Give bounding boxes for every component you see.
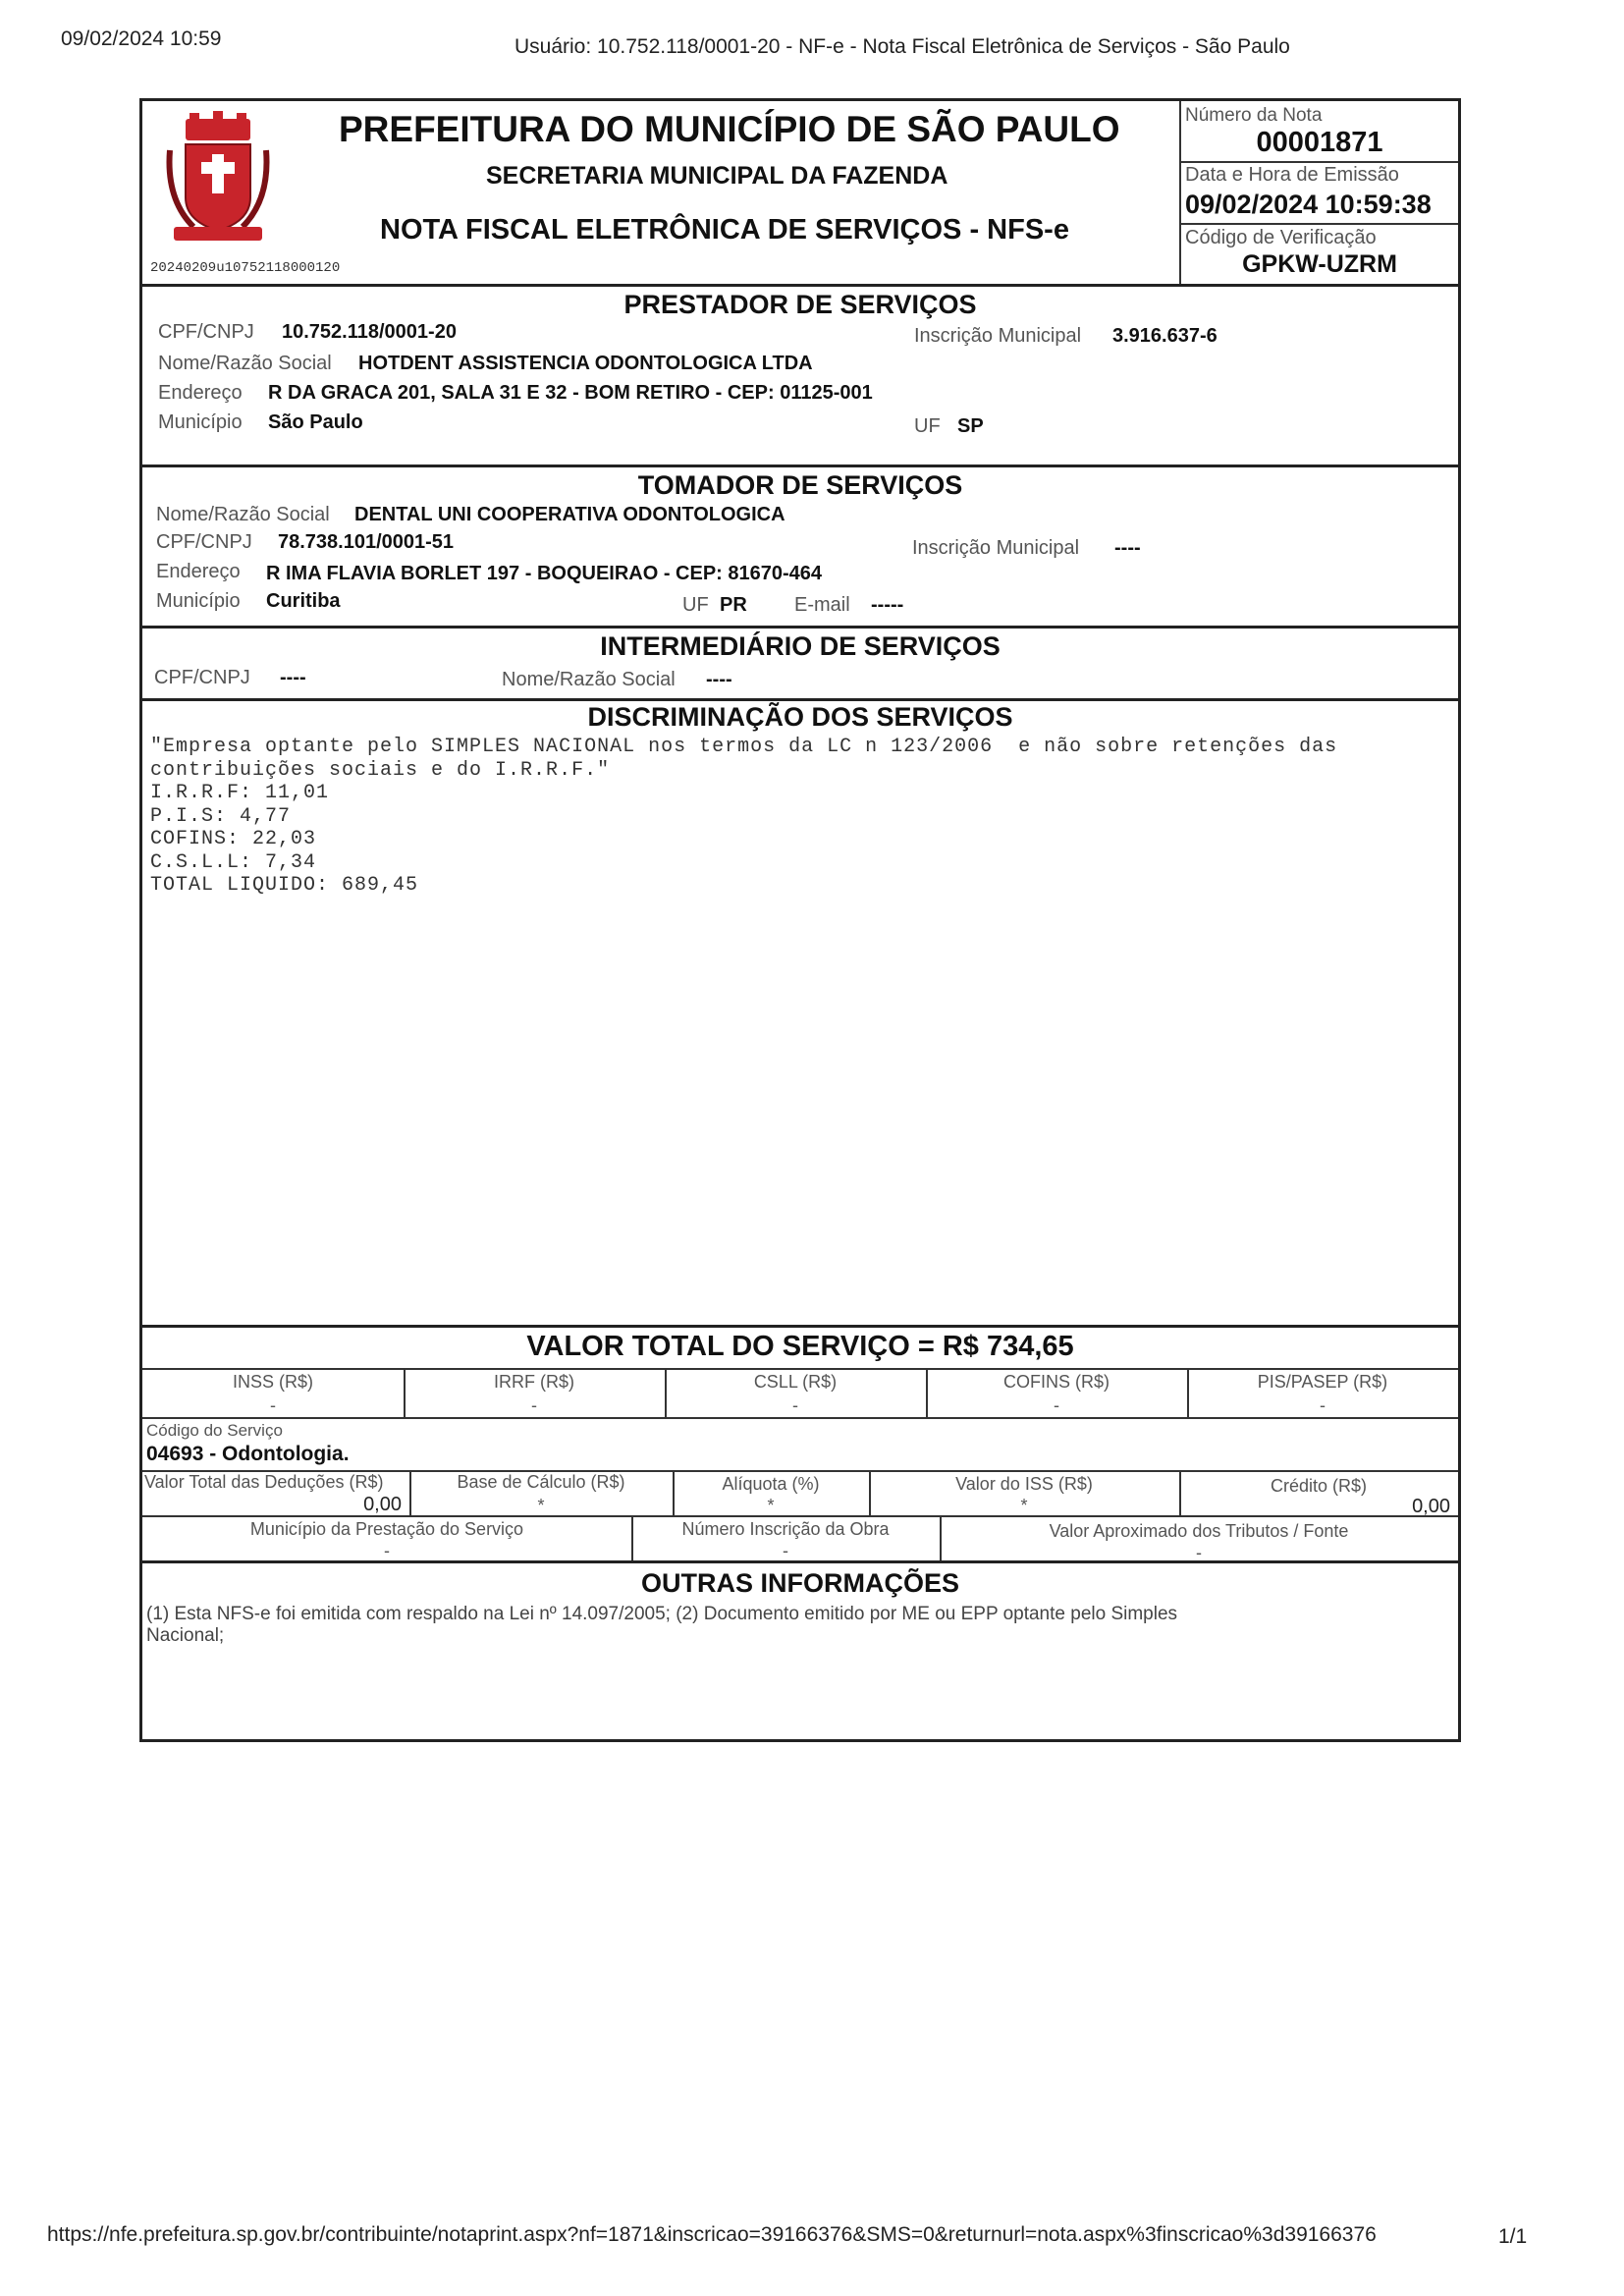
- footer-pages: 1/1: [1498, 2225, 1528, 2248]
- codigo-servico-label: Código do Serviço: [146, 1421, 283, 1440]
- prestador-endereco-value: R DA GRACA 201, SALA 31 E 32 - BOM RETIRO - CEP: 01125-001: [268, 382, 873, 404]
- codigo-servico-value: 04693 - Odontologia.: [146, 1443, 350, 1465]
- tributo-inss-value: -: [270, 1395, 276, 1415]
- prestador-endereco-label: Endereço: [158, 382, 243, 404]
- verificacao-value: GPKW-UZRM: [1242, 250, 1397, 278]
- credito-label: Crédito (R$): [1270, 1476, 1368, 1496]
- tomador-endereco-value: R IMA FLAVIA BORLET 197 - BOQUEIRAO - CEP: 81670-464: [266, 563, 823, 584]
- tributo-cofins-label: COFINS (R$): [1003, 1372, 1110, 1392]
- municipality-title: PREFEITURA DO MUNICÍPIO DE SÃO PAULO: [339, 109, 1120, 149]
- secretariat-title: SECRETARIA MUNICIPAL DA FAZENDA: [486, 162, 948, 190]
- intermediario-cnpj-label: CPF/CNPJ: [154, 667, 250, 688]
- tributo-inss-label: INSS (R$): [232, 1372, 313, 1392]
- tributo-pis-value: -: [1320, 1395, 1326, 1415]
- discriminacao-line: I.R.R.F: 11,01: [150, 782, 330, 804]
- doc-type-title: NOTA FISCAL ELETRÔNICA DE SERVIÇOS - NFS-e: [380, 214, 1069, 246]
- outras-line-2: Nacional;: [146, 1625, 225, 1646]
- intermediario-title: INTERMEDIÁRIO DE SERVIÇOS: [600, 631, 1001, 661]
- verificacao-label: Código de Verificação: [1185, 227, 1377, 248]
- tributo-cofins-value: -: [1054, 1395, 1059, 1415]
- prestador-title: PRESTADOR DE SERVIÇOS: [623, 290, 977, 319]
- tomador-email-value: -----: [871, 594, 904, 616]
- prestador-uf-label: UF: [914, 415, 941, 437]
- print-title: Usuário: 10.752.118/0001-20 - NF-e - Nota Fiscal Eletrônica de Serviços - São Paulo: [514, 35, 1290, 58]
- aliquota-value: *: [767, 1496, 775, 1515]
- prestador-im-value: 3.916.637-6: [1112, 325, 1218, 347]
- intermediario-nome-label: Nome/Razão Social: [502, 669, 676, 690]
- tomador-cnpj-label: CPF/CNPJ: [156, 531, 252, 553]
- deducoes-value: 0,00: [363, 1494, 402, 1515]
- credito-value: 0,00: [1412, 1496, 1450, 1517]
- tributos-aprox-value: -: [1196, 1543, 1202, 1562]
- tributo-csll-value: -: [792, 1395, 798, 1415]
- tomador-uf-label: UF: [682, 594, 709, 616]
- print-datetime: 09/02/2024 10:59: [61, 27, 222, 50]
- discriminacao-line: "Empresa optante pelo SIMPLES NACIONAL nos termos da LC n 123/2006 e não sobre retenções das: [150, 736, 1338, 758]
- municipio-prestacao-label: Município da Prestação do Serviço: [249, 1519, 524, 1539]
- base-calculo-value: *: [537, 1496, 545, 1515]
- nfse-document: [139, 98, 1461, 1742]
- outras-line-1: (1) Esta NFS-e foi emitida com respaldo na Lei nº 14.097/2005; (2) Documento emitido por ME ou EPP optante pelo Simples: [146, 1604, 1178, 1624]
- tomador-title: TOMADOR DE SERVIÇOS: [637, 470, 963, 500]
- discriminacao-line: contribuições sociais e do I.R.R.F.": [150, 758, 611, 782]
- prestador-nome-value: HOTDENT ASSISTENCIA ODONTOLOGICA LTDA: [358, 353, 813, 374]
- tributo-pis-label: PIS/PASEP (R$): [1257, 1372, 1388, 1392]
- tomador-municipio-label: Município: [156, 590, 241, 612]
- tomador-nome-label: Nome/Razão Social: [156, 504, 330, 525]
- prestador-im-label: Inscrição Municipal: [914, 325, 1082, 347]
- valor-iss-label: Valor do ISS (R$): [955, 1474, 1093, 1494]
- aliquota-label: Alíquota (%): [722, 1474, 820, 1494]
- prestador-cnpj-label: CPF/CNPJ: [158, 321, 254, 343]
- tomador-uf-value: PR: [720, 594, 747, 616]
- tomador-nome-value: DENTAL UNI COOPERATIVA ODONTOLOGICA: [354, 504, 785, 525]
- municipio-prestacao-value: -: [384, 1541, 390, 1560]
- tomador-im-label: Inscrição Municipal: [912, 537, 1080, 559]
- outras-title: OUTRAS INFORMAÇÕES: [641, 1568, 959, 1598]
- base-calculo-label: Base de Cálculo (R$): [457, 1472, 625, 1492]
- barcode-text: 20240209u10752118000120: [150, 260, 341, 276]
- tributos-aprox-label: Valor Aproximado dos Tributos / Fonte: [1049, 1521, 1349, 1541]
- tomador-endereco-label: Endereço: [156, 561, 241, 582]
- discriminacao-line: C.S.L.L: 7,34: [150, 850, 317, 874]
- intermediario-nome-value: ----: [706, 669, 732, 690]
- deducoes-label: Valor Total das Deduções (R$): [144, 1472, 384, 1492]
- tributo-irrf-label: IRRF (R$): [494, 1372, 574, 1392]
- discriminacao-line: TOTAL LIQUIDO: 689,45: [150, 874, 419, 897]
- discriminacao-line: P.I.S: 4,77: [150, 804, 292, 828]
- discriminacao-text: [150, 736, 1337, 898]
- tributo-csll-label: CSLL (R$): [753, 1372, 838, 1392]
- numero-value: 00001871: [1256, 127, 1383, 158]
- footer-url: https://nfe.prefeitura.sp.gov.br/contribuinte/notaprint.aspx?nf=1871&inscricao=39166376&SMS=0&returnurl=nota.aspx%3finscricao%3d39166376: [47, 2223, 1377, 2246]
- intermediario-cnpj-value: ----: [280, 667, 306, 688]
- tomador-im-value: ----: [1114, 537, 1141, 559]
- emissao-label: Data e Hora de Emissão: [1185, 164, 1399, 186]
- tomador-cnpj-value: 78.738.101/0001-51: [278, 531, 455, 553]
- inscricao-obra-value: -: [783, 1541, 788, 1560]
- sao-paulo-coat-of-arms-icon: [164, 111, 272, 258]
- discriminacao-title: DISCRIMINAÇÃO DOS SERVIÇOS: [587, 702, 1013, 732]
- discriminacao-line: COFINS: 22,03: [150, 828, 317, 850]
- valor-total: VALOR TOTAL DO SERVIÇO = R$ 734,65: [526, 1331, 1074, 1362]
- inscricao-obra-label: Número Inscrição da Obra: [681, 1519, 890, 1539]
- tomador-municipio-value: Curitiba: [266, 590, 341, 612]
- prestador-municipio-label: Município: [158, 411, 243, 433]
- prestador-uf-value: SP: [957, 415, 984, 437]
- emissao-value: 09/02/2024 10:59:38: [1185, 190, 1432, 219]
- tributo-irrf-value: -: [531, 1395, 537, 1415]
- numero-label: Número da Nota: [1185, 105, 1323, 126]
- prestador-nome-label: Nome/Razão Social: [158, 353, 332, 374]
- valor-iss-value: *: [1020, 1496, 1028, 1515]
- prestador-municipio-value: São Paulo: [268, 411, 363, 433]
- tomador-email-label: E-mail: [794, 594, 850, 616]
- prestador-cnpj-value: 10.752.118/0001-20: [282, 321, 457, 343]
